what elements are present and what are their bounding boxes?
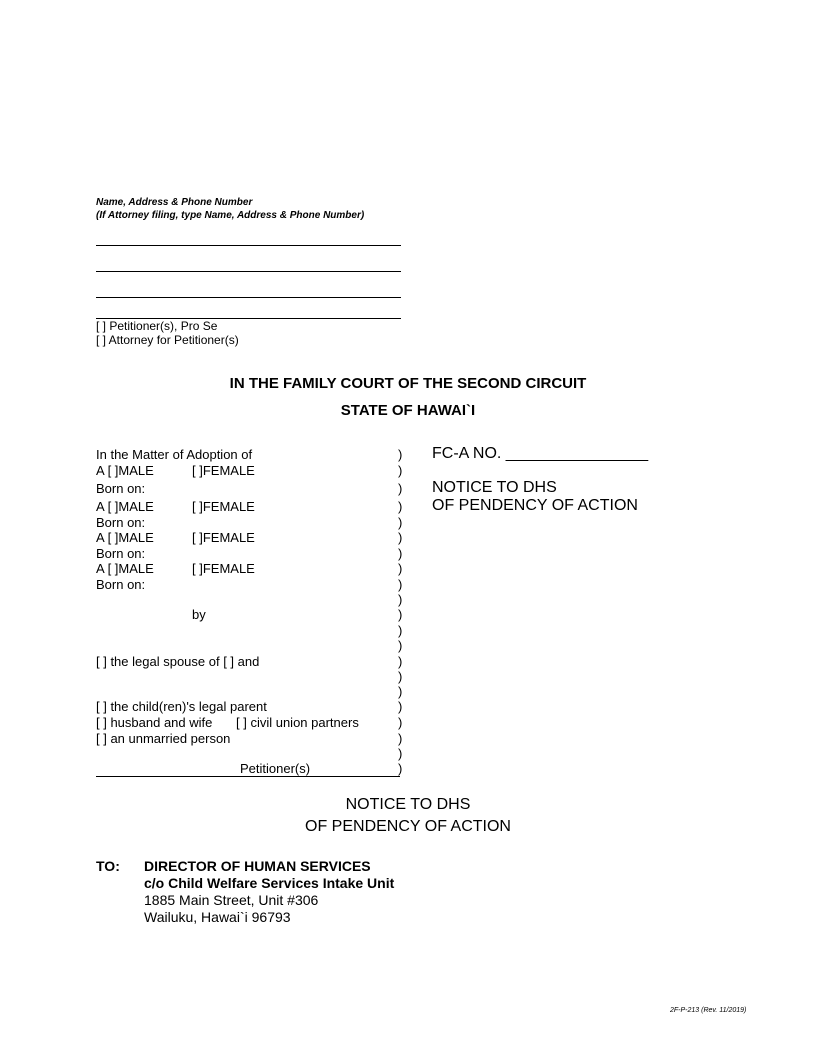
child-2-male-checkbox[interactable]: A [ ]MALE: [96, 499, 154, 514]
husband-wife-checkbox[interactable]: [ ] husband and wife: [96, 715, 213, 730]
caption-paren: ): [398, 731, 403, 746]
caption-paren: ): [398, 515, 403, 530]
caption-paren: ): [398, 530, 403, 545]
caption-paren: ): [398, 761, 403, 776]
caption-paren: ): [398, 638, 403, 653]
caption-paren: ): [398, 546, 403, 561]
unmarried-person-checkbox[interactable]: [ ] an unmarried person: [96, 731, 231, 746]
caption-paren: ): [398, 684, 403, 699]
child-3-female-checkbox[interactable]: [ ]FEMALE: [192, 530, 255, 545]
caption-paren: ): [398, 669, 403, 684]
child-4-male-checkbox[interactable]: A [ ]MALE: [96, 561, 154, 576]
child-2-born-on: Born on:: [96, 515, 146, 530]
child-3-male-checkbox[interactable]: A [ ]MALE: [96, 530, 154, 545]
to-address-line-1: 1885 Main Street, Unit #306: [144, 892, 319, 908]
legal-parent-checkbox[interactable]: [ ] the child(ren)'s legal parent: [96, 699, 267, 714]
caption-paren: ): [398, 463, 403, 478]
by-label: by: [192, 607, 206, 622]
caption-paren: ): [398, 447, 403, 462]
filer-line-2[interactable]: [96, 271, 401, 272]
filer-sublabel: (If Attorney filing, type Name, Address & Phone Number): [96, 210, 365, 221]
child-1-born-on: Born on:: [96, 481, 146, 496]
caption-paren: ): [398, 577, 403, 592]
matter-label: In the Matter of Adoption of: [96, 447, 253, 462]
child-4-born-on: Born on:: [96, 577, 146, 592]
form-id: 2F-P-213 (Rev. 11/2019): [670, 1007, 747, 1014]
caption-paren: ): [398, 715, 403, 730]
court-name: IN THE FAMILY COURT OF THE SECOND CIRCUIT: [229, 375, 587, 392]
notice-title-line-1: NOTICE TO DHS: [345, 796, 471, 813]
civil-union-checkbox[interactable]: [ ] civil union partners: [236, 715, 359, 730]
child-3-born-on: Born on:: [96, 546, 146, 561]
child-1-female-checkbox[interactable]: [ ]FEMALE: [192, 463, 255, 478]
child-4-female-checkbox[interactable]: [ ]FEMALE: [192, 561, 255, 576]
caption-paren: ): [398, 592, 403, 607]
filer-line-3[interactable]: [96, 297, 401, 298]
court-state: STATE OF HAWAI`I: [340, 402, 476, 419]
caption-paren: ): [398, 607, 403, 622]
checkbox-petitioner-pro-se[interactable]: [ ] Petitioner(s), Pro Se: [96, 319, 218, 333]
caption-paren: ): [398, 481, 403, 496]
caption-paren: ): [398, 561, 403, 576]
to-address-line-2: Wailuku, Hawai`i 96793: [144, 909, 291, 925]
caption-paren: ): [398, 654, 403, 669]
petitioners-label: Petitioner(s): [240, 761, 311, 776]
petitioner-signature-line[interactable]: [96, 776, 400, 777]
child-2-female-checkbox[interactable]: [ ]FEMALE: [192, 499, 255, 514]
to-label: TO:: [96, 858, 120, 874]
caption-paren: ): [398, 746, 403, 761]
case-title-line-2: OF PENDENCY OF ACTION: [432, 497, 638, 514]
case-number-field[interactable]: FC-A NO. ________________: [432, 445, 649, 462]
filer-line-1[interactable]: [96, 245, 401, 246]
caption-paren: ): [398, 499, 403, 514]
to-recipient-line-2: c/o Child Welfare Services Intake Unit: [144, 875, 395, 891]
notice-title-line-2: OF PENDENCY OF ACTION: [305, 818, 511, 835]
caption-paren: ): [398, 623, 403, 638]
filer-label: Name, Address & Phone Number: [96, 197, 253, 208]
caption-paren: ): [398, 699, 403, 714]
child-1-male-checkbox[interactable]: A [ ]MALE: [96, 463, 154, 478]
to-recipient-line-1: DIRECTOR OF HUMAN SERVICES: [144, 858, 371, 874]
case-title-line-1: NOTICE TO DHS: [432, 479, 557, 496]
checkbox-attorney-for-petitioner[interactable]: [ ] Attorney for Petitioner(s): [96, 333, 239, 347]
legal-spouse-checkbox[interactable]: [ ] the legal spouse of [ ] and: [96, 654, 260, 669]
